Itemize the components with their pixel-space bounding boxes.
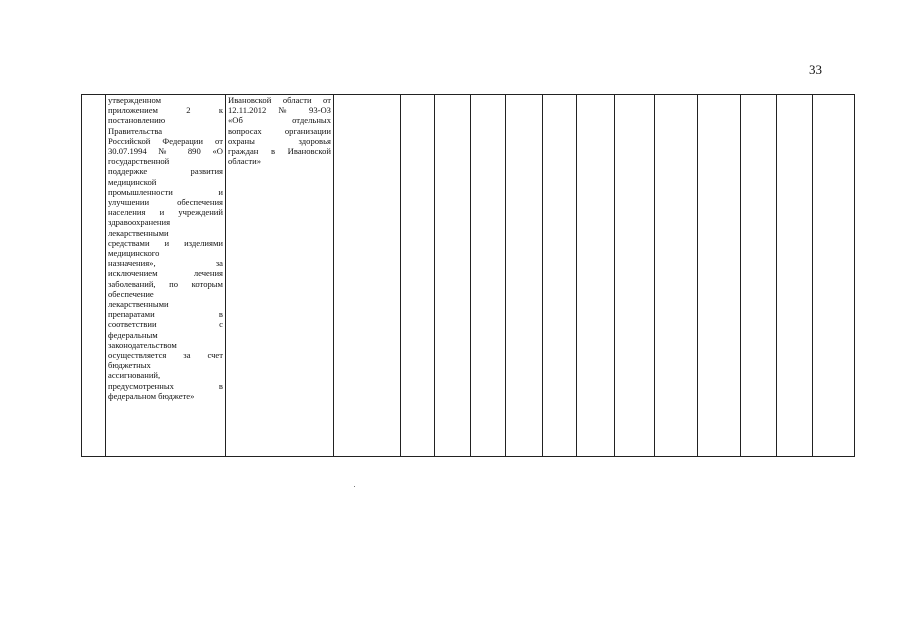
text-line: федеральном бюджете» <box>108 390 195 401</box>
text-line: области» <box>228 156 262 167</box>
table-cell-empty <box>334 95 401 457</box>
text-line: Правительства <box>108 125 163 136</box>
text-line: средствами и изделиями <box>108 237 223 248</box>
text-line: заболеваний, по которым <box>108 278 223 289</box>
table-cell-empty <box>655 95 698 457</box>
text-line: назначения», за <box>108 258 223 269</box>
table-cell-empty <box>506 95 543 457</box>
table-cell-empty <box>435 95 471 457</box>
text-line: приложением 2 к <box>108 105 223 116</box>
text-line: ассигнований, <box>108 370 161 381</box>
text-line: медицинской <box>108 176 157 187</box>
table-cell-empty <box>615 95 655 457</box>
text-line: осуществляется за счет <box>108 350 223 361</box>
text-line: утвержденном <box>108 95 162 105</box>
text-line: предусмотренных в <box>108 380 223 391</box>
table-cell-empty <box>741 95 777 457</box>
table-cell-empty <box>777 95 813 457</box>
text-line: исключением лечения <box>108 268 223 279</box>
table-cell-legal-basis <box>106 95 226 457</box>
text-line: соответствии с <box>108 319 223 330</box>
table-row <box>82 95 855 457</box>
text-line: обеспечение <box>108 288 154 299</box>
text-line: препаратами в <box>108 309 223 320</box>
table-cell-empty <box>471 95 506 457</box>
text-line: здравоохранения <box>108 217 171 228</box>
text-line: государственной <box>108 156 170 167</box>
text-line: 30.07.1994 № 890 «О <box>108 146 223 157</box>
table-cell-empty <box>401 95 435 457</box>
table-cell-empty <box>698 95 741 457</box>
text-line: 12.11.2012 № 93-ОЗ <box>228 105 331 116</box>
text-line: Российской Федерации от <box>108 135 223 146</box>
page-number: 33 <box>809 62 822 77</box>
text-line: охраны здоровья <box>228 135 331 146</box>
scan-speck <box>354 486 355 487</box>
text-line: законодательством <box>108 339 177 350</box>
text-line: граждан в Ивановской <box>228 146 331 157</box>
text-line: постановлению <box>108 115 166 126</box>
text-line: «Об отдельных <box>228 115 331 126</box>
text-line: бюджетных <box>108 360 151 371</box>
table-cell-regional-law <box>226 95 334 457</box>
text-line: улучшении обеспечения <box>108 197 223 208</box>
document-table <box>81 94 855 457</box>
text-line: федеральным <box>108 329 158 340</box>
table-cell-empty <box>577 95 615 457</box>
table-cell-number <box>82 95 106 457</box>
table-cell-empty <box>543 95 577 457</box>
text-line: промышленности и <box>108 186 223 197</box>
text-line: медицинского <box>108 248 160 259</box>
text-line: Ивановской области от <box>228 95 331 105</box>
text-line: поддержке развития <box>108 166 223 177</box>
text-line: населения и учреждений <box>108 207 223 218</box>
text-line: вопросах организации <box>228 125 331 136</box>
text-line: лекарственными <box>108 299 169 310</box>
table-cell-empty <box>813 95 855 457</box>
text-line: лекарственными <box>108 227 169 238</box>
